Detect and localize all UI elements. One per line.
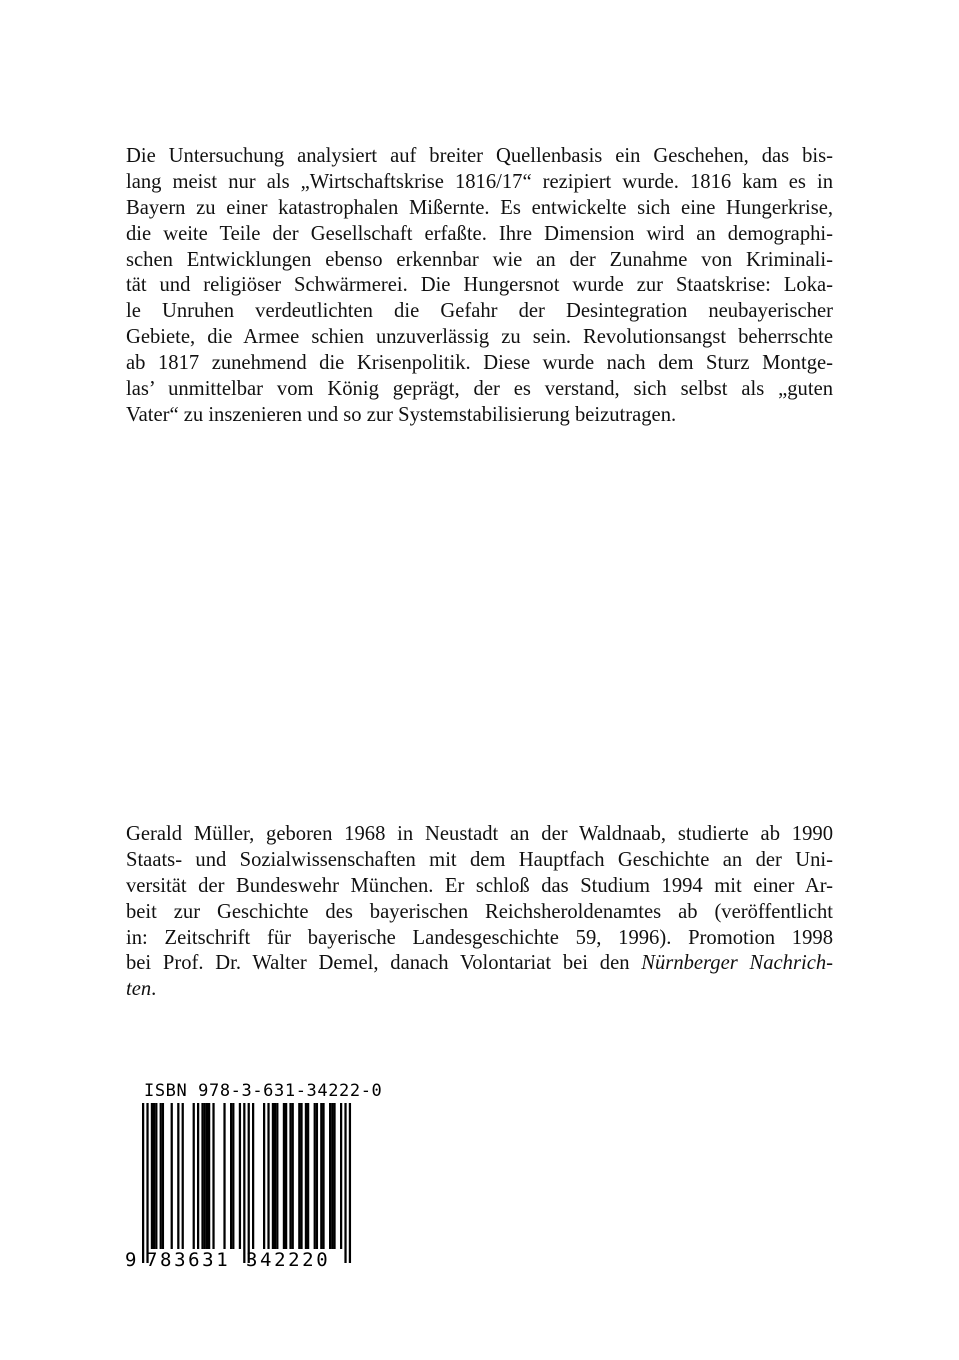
barcode-bar [298,1103,300,1249]
summary-line: Die Untersuchung analysiert auf breiter Quellenbasis ein Geschehen, das bis- [126,145,833,167]
barcode-bar [285,1103,287,1249]
summary-line: Gebiete, die Armee schien unzuverlässig zu sein. Revolutionsangst beherrschte [126,326,833,349]
barcode-bar [230,1103,232,1249]
barcode-guard-bar [146,1103,148,1263]
barcode-bar [201,1103,203,1249]
barcode-guard-bar [349,1103,351,1263]
summary-line: Vater“ zu inszenieren und so zur Systemstabilisierung beizutragen. [126,403,677,426]
barcode-guard-bar [248,1103,250,1263]
barcode-bar [331,1103,333,1249]
barcode-bar [206,1103,208,1249]
barcode-bar [193,1103,195,1249]
barcode-bar [307,1103,309,1249]
bio-line: Gerald Müller, geboren 1968 in Neustadt an der Waldnaab, studierte ab 1990 [126,823,833,845]
barcode-bar [155,1103,157,1249]
barcode-guard-bar [243,1103,245,1263]
barcode-bar [333,1103,335,1249]
barcode-bar [171,1103,173,1249]
barcode-bar [272,1103,274,1249]
bio-line: beit zur Geschichte des bayerischen Reichsheroldenamtes ab (veröffentlicht [126,900,833,923]
barcode-bars [122,1079,362,1275]
barcode-bar [276,1103,278,1249]
barcode-bar [322,1103,324,1249]
bio-line-text: . [151,978,157,1001]
barcode-bar [263,1103,265,1249]
barcode-bar [162,1103,164,1249]
ean-right-digits: 342220 [246,1249,331,1271]
summary-line: le Unruhen verdeutlichten die Gefahr der Desintegration neubayerischer [126,300,833,323]
ean-lead-digit: 9 [125,1249,137,1271]
barcode-bar [340,1103,342,1249]
barcode-bar [283,1103,285,1249]
barcode-bar [292,1103,294,1249]
barcode-bar [300,1103,302,1249]
barcode-bar [232,1103,234,1249]
barcode-bar [274,1103,276,1249]
barcode-guard-bar [142,1103,144,1263]
summary-line: tät und religiöser Schwärmerei. Die Hungersnot wurde zur Staatskrise: Loka- [126,274,833,297]
barcode-bar [305,1103,307,1249]
isbn-barcode [122,1079,383,1275]
bio-line-text: bei Prof. Dr. Walter Demel, danach Volontariat bei den [126,952,642,975]
barcode-bar [252,1103,254,1249]
bio-line: versität der Bundeswehr München. Er schloß das Studium 1994 mit einer Ar- [126,874,833,897]
summary-line: lang meist nur als „Wirtschaftskrise 1816/17“ rezipiert wurde. 1816 kam es in [126,170,833,193]
barcode-bar [239,1103,241,1249]
barcode-bar [208,1103,210,1249]
summary-line: die weite Teile der Gesellschaft erfaßte. Ihre Dimension wird an demographi- [126,222,833,245]
author-bio-paragraph [126,822,833,1003]
barcode-bar [329,1103,331,1249]
barcode-bar [267,1103,269,1249]
summary-paragraph [126,144,833,429]
isbn-label: ISBN 978-3-631-34222-0 [144,1081,383,1101]
barcode-bar [182,1103,184,1249]
barcode-bar [204,1103,206,1249]
bio-line: in: Zeitschrift für bayerische Landesgeschichte 59, 1996). Promotion 1998 [126,926,833,949]
barcode-guard-bar [344,1103,346,1263]
barcode-bar [289,1103,291,1249]
summary-line: Bayern zu einer katastrophalen Mißernte. Es entwickelte sich eine Hungerkrise, [126,196,833,219]
barcode-bar [223,1103,225,1249]
barcode-bar [197,1103,199,1249]
barcode-bar [160,1103,162,1249]
barcode-bar [320,1103,322,1249]
barcode-bar [153,1103,155,1249]
newspaper-title: Nürnberger Nachrich- [641,952,833,975]
summary-line: schen Entwicklungen ebenso erkennbar wie an der Zunahme von Kriminali- [126,248,833,271]
barcode-bar [151,1103,153,1249]
barcode-bar [316,1103,318,1249]
summary-line: las’ unmittelbar vom König geprägt, der es verstand, sich selbst als „guten [126,378,833,401]
barcode-bar [314,1103,316,1249]
barcode-bar [177,1103,179,1249]
bio-line [126,951,833,977]
barcode-bar [212,1103,214,1249]
summary-line: ab 1817 zunehmend die Krisenpolitik. Diese wurde nach dem Sturz Montge- [126,352,833,375]
bio-line: Staats- und Sozialwissenschaften mit dem Hauptfach Geschichte an der Uni- [126,848,833,871]
ean-left-digits: 783631 [146,1249,231,1271]
newspaper-title-continued: ten [126,978,152,1001]
bio-line [126,977,833,1003]
